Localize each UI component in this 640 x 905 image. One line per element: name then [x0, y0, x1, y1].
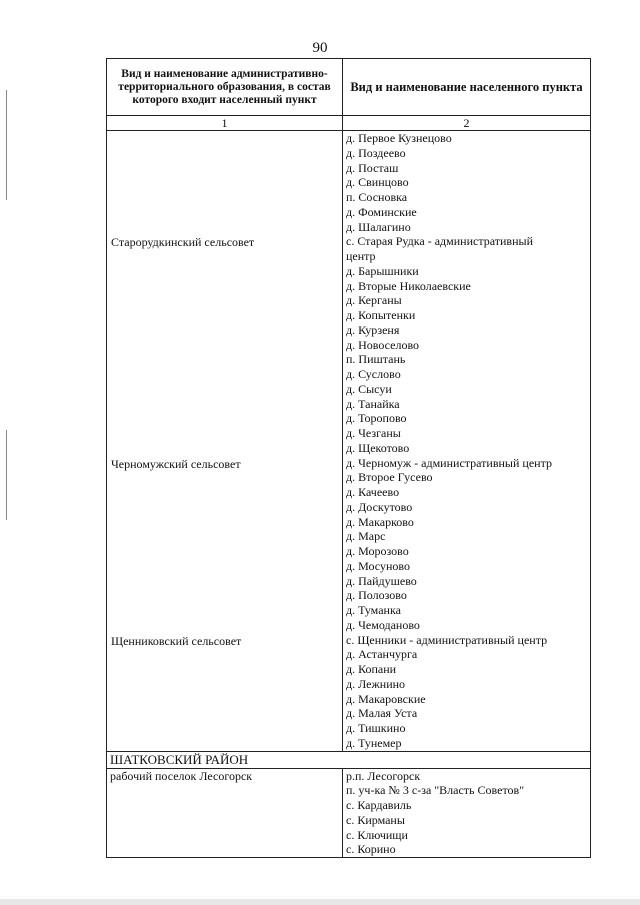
- settlement-item: д. Суслово: [346, 367, 401, 381]
- column-2-number: 2: [343, 116, 591, 131]
- settlement-item: д. Копани: [346, 662, 397, 676]
- council-name: Черномужский сельсовет: [111, 456, 241, 471]
- table-row: [107, 131, 591, 752]
- settlement-item: д. Марс: [346, 529, 386, 544]
- table-row: [107, 768, 591, 858]
- council-names-cell: [107, 131, 343, 752]
- settlement-item: д. Морозово: [346, 544, 409, 558]
- district-title: ШАТКОВСКИЙ РАЙОН: [107, 751, 591, 768]
- settlements-table: [106, 58, 591, 858]
- table-header-row: [107, 59, 591, 116]
- settlement-item: д. Малая Уста: [346, 706, 418, 721]
- settlement-item: центр: [346, 249, 376, 263]
- settlement-unit-name: рабочий поселок Лесогорск: [107, 768, 343, 858]
- settlement-item: д. Щекотово: [346, 440, 410, 455]
- council-name: Старорудкинский сельсовет: [111, 235, 255, 250]
- council-name: Щенниковский сельсовет: [111, 633, 242, 648]
- settlement-item: с. Щенники - административный центр: [346, 632, 548, 647]
- column-number-row: [107, 116, 591, 131]
- settlement-item: с. Кардавиль: [346, 798, 412, 812]
- settlement-item: д. Туманка: [346, 603, 401, 617]
- district-row: [107, 751, 591, 768]
- settlement-item: д. Астанчурга: [346, 647, 418, 662]
- settlement-item: д. Копытенки: [346, 308, 416, 322]
- settlement-item: д. Сысуи: [346, 381, 392, 396]
- settlement-item: д. Вторые Николаевские: [346, 278, 471, 293]
- column-2-header: [343, 59, 591, 116]
- settlement-item: д. Фоминские: [346, 204, 417, 219]
- settlement-item: д. Пайдушево: [346, 573, 417, 588]
- page-number: 90: [312, 40, 328, 56]
- column-2-header-text: Вид и наименование населенного пункта: [350, 80, 583, 94]
- settlement-item: д. Посташ: [346, 160, 399, 175]
- settlement-item: д. Курзеня: [346, 322, 400, 337]
- settlement-item: д. Второе Гусево: [346, 470, 433, 485]
- settlement-item: д. Первое Кузнецово: [346, 131, 452, 145]
- settlement-item: с. Ключищи: [346, 827, 408, 842]
- settlement-item: д. Новоселово: [346, 337, 420, 352]
- column-1-header: Вид и наименование административно-территориального образования, в состав которого входит населенный пункт: [107, 59, 343, 116]
- settlement-list-cell: [343, 768, 591, 858]
- settlement-item: д. Шалагино: [346, 219, 411, 234]
- settlement-item: с. Старая Рудка - административный: [346, 234, 533, 249]
- settlement-item: д. Мосуново: [346, 558, 410, 573]
- settlement-item: д. Свинцово: [346, 175, 409, 190]
- settlement-item: д. Качеево: [346, 485, 400, 499]
- settlement-item: п. уч-ка № 3 с-за "Власть Советов": [346, 783, 525, 798]
- settlement-item: д. Чезганы: [346, 426, 401, 440]
- settlement-item: с. Корино: [346, 842, 396, 857]
- scan-edge-mark: [6, 90, 7, 200]
- settlement-item: д. Макаровские: [346, 691, 426, 706]
- settlement-item: п. Пиштань: [346, 352, 406, 367]
- settlement-item: д. Танайка: [346, 396, 400, 411]
- settlement-item: с. Кирманы: [346, 812, 405, 827]
- scan-bottom-edge: [0, 899, 640, 905]
- settlement-item: д. Барышники: [346, 263, 419, 278]
- settlement-item: д. Поздеево: [346, 145, 406, 160]
- settlement-item: д. Полозово: [346, 588, 407, 603]
- scan-edge-mark: [6, 430, 7, 520]
- column-1-number: 1: [107, 116, 343, 131]
- settlement-item: д. Макарково: [346, 514, 414, 529]
- settlement-item: д. Черномуж - административный центр: [346, 455, 552, 470]
- settlement-item: д. Доскутово: [346, 499, 413, 514]
- settlement-item: д. Чемоданово: [346, 617, 420, 632]
- settlement-item: р.п. Лесогорск: [346, 768, 421, 783]
- settlement-item: д. Тишкино: [346, 721, 406, 735]
- settlement-item: д. Керганы: [346, 293, 402, 308]
- settlement-list-cell: [343, 131, 591, 752]
- settlement-item: д. Торопово: [346, 411, 407, 426]
- settlement-item: д. Тунемер: [346, 735, 402, 750]
- settlement-item: п. Сосновка: [346, 190, 408, 204]
- settlement-item: д. Лежнино: [346, 676, 406, 691]
